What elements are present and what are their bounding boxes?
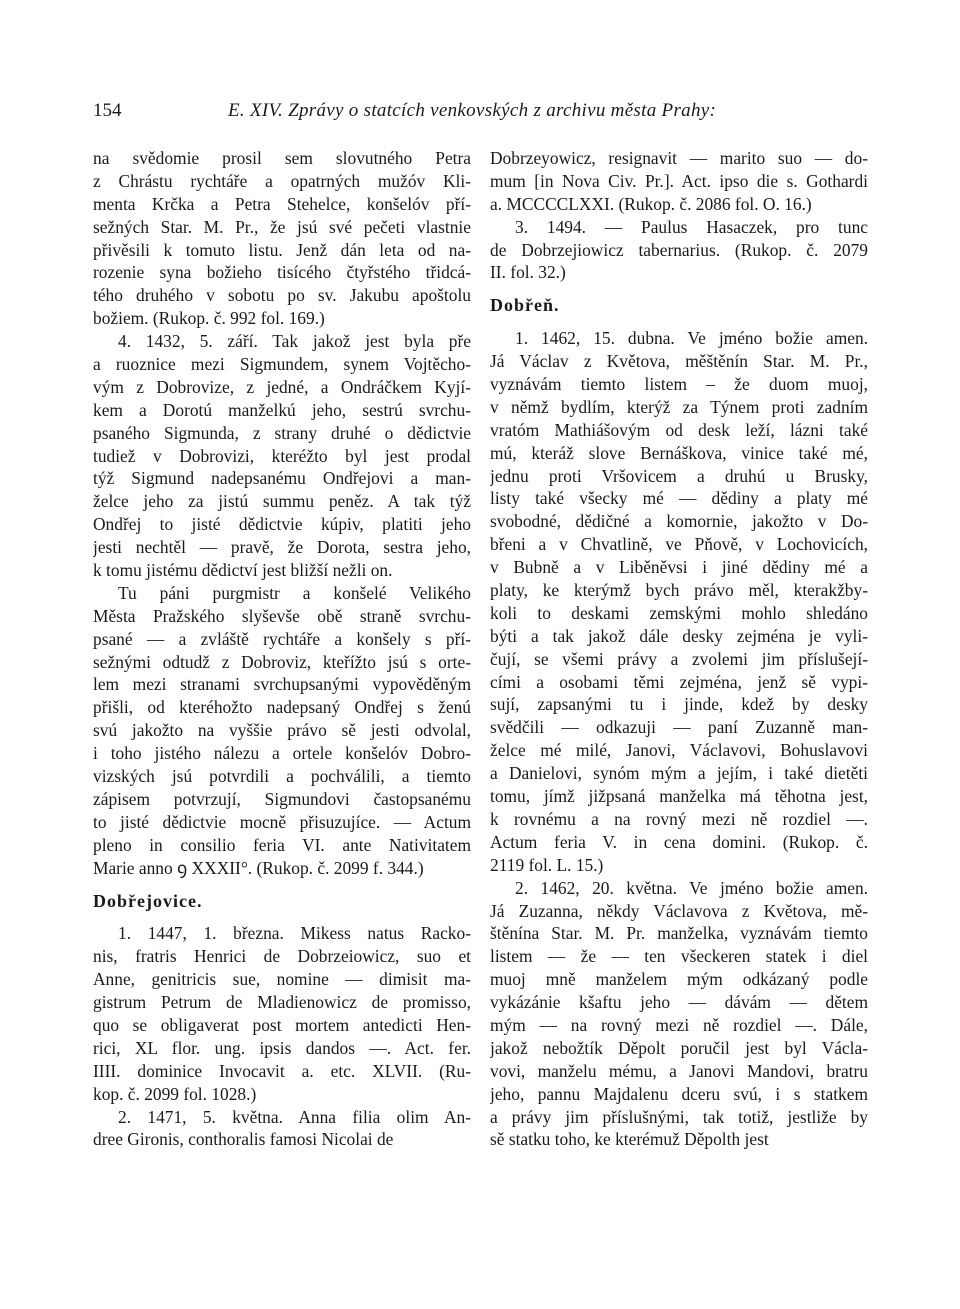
text-line: svú jakožto na vyššie právo sě jesti odvolal, — [93, 720, 471, 741]
text-line: mým — na rovný mezi ně rozdiel —. Dále, — [490, 1014, 868, 1035]
text-line: v Bubně a v Liběněvsi i jiné dědiny mé a — [490, 557, 868, 578]
text-line: koli to deskami zemskými mohlo shledáno — [490, 602, 868, 623]
text-line: zápisem potvrzují, Sigmundovi častopsanému — [93, 788, 471, 809]
text-line: k rovnému a na rovný mezi ně rozdiel —. — [490, 808, 868, 829]
text-line: pleno in consilio feria VI. ante Nativitatem — [93, 834, 471, 855]
text-line: lem mezi stranami svrchupsanými vypověděným — [93, 674, 471, 695]
text-line: jakož nebožtík Děpolt poručil jest byl Václa- — [490, 1037, 868, 1058]
text-line: nis, fratris Henrici de Dobrzeiowicz, suo et — [93, 946, 471, 967]
text-line: svědčili — odkazuji — paní Zuzanně man- — [490, 717, 868, 738]
text-line: quo se obligaverat post mortem antedicti Hen- — [93, 1014, 471, 1035]
text-line: přišli, od kteréhožto nadepsaný Ondřej s ženú — [93, 697, 471, 718]
text-line: Města Pražského slyševše obě straně svrchu- — [93, 605, 471, 626]
page-header — [93, 100, 868, 130]
text-line: Dobrzeyowicz, resignavit — marito suo — do- — [490, 148, 868, 168]
text-line: jeho, pannu Majdalenu dceru svú, i s statkem — [490, 1083, 868, 1104]
text-line: přivěsili k tomuto listu. Jenž dán leta od na- — [93, 239, 471, 260]
text-line: vým z Dobrovize, z jedné, a Ondráčkem Kyjí- — [93, 376, 471, 397]
text-line: a Danielovi, synóm mým a jejím, i také dietěti — [490, 763, 868, 784]
paragraph — [490, 147, 868, 216]
paragraph — [490, 877, 868, 1152]
text-line: býti a tak jakož dále desky zejména je vyli- — [490, 625, 868, 646]
text-line: 3. 1494. — Paulus Hasaczek, pro tunc — [515, 216, 868, 237]
text-line: božiem. (Rukop. č. 992 fol. 169.) — [93, 308, 325, 329]
page-number: 154 — [93, 100, 122, 121]
section-heading: Dobřejovice. — [93, 890, 203, 911]
text-line: Já Zuzanna, někdy Václavova z Květova, mě- — [490, 900, 868, 921]
text-line: psané — a zvláště rychtáře a konšely s pří- — [93, 628, 471, 649]
text-line: želce jeho za jistú summu peněz. A tak týž — [93, 491, 471, 512]
text-line: platy, ke kterýmž bych právo měl, kterakžby- — [490, 580, 868, 601]
paragraph — [490, 216, 868, 285]
text-line: sě statku toho, ke kterémuž Děpolth jest — [490, 1129, 769, 1150]
text-line: svobodné, dědičné a komornie, jakožto v Do- — [490, 511, 868, 532]
text-line: Ondřej to jisté dědictvie kúpiv, platiti jeho — [93, 514, 471, 535]
paragraph — [490, 327, 868, 876]
text-line: menta Krčka a Petra Stehelce, konšelóv pří- — [93, 193, 471, 214]
text-line: IIII. dominice Invocavit a. etc. XLVII. (Ru- — [93, 1060, 471, 1081]
text-line: vykázánie kšaftu jeho — dávám — dětem — [490, 992, 868, 1013]
text-line: v němž bydlím, kterýž za Týnem proti zadním — [490, 396, 868, 417]
left-column — [93, 147, 471, 1151]
text-line: to jisté dědictvie mocně přisuzujíce. — Actum — [93, 811, 471, 832]
text-line: 1. 1462, 15. dubna. Ve jméno božie amen. — [515, 328, 868, 349]
text-line: sují, zapsanými tu i jinde, kdež by desky — [490, 694, 868, 715]
text-line: vovi, manželu mému, a Janovi Mandovi, bratru — [490, 1060, 868, 1081]
text-line: sežných Star. M. Pr., že jsú své pečeti vlastnie — [93, 216, 471, 237]
text-line: z Chrástu rychtáře a opatrných mužóv Kli- — [93, 170, 471, 191]
text-line: Já Václav z Květova, měštěnín Star. M. Pr., — [490, 351, 868, 372]
text-line: vratóm Mathiášovým od desk leží, lázni také — [490, 419, 868, 440]
text-line: Actum feria V. in cena domini. (Rukop. č. — [490, 831, 868, 852]
text-line: jesti nechtěl — pravě, že Dorota, sestra jeho, — [93, 537, 471, 558]
text-line: břeni a v Chvatlině, ve Pňově, v Lochovicích, — [490, 534, 868, 555]
text-line: jednu proti Vršovicem a druhú u Brusky, — [490, 465, 868, 486]
text-line: de Dobrzejiowicz tabernarius. (Rukop. č. 2079 — [490, 239, 868, 260]
text-line: tomu, jímž jižpsaná manželka má těhotna jest, — [490, 786, 868, 807]
text-line: dree Gironis, conthoralis famosi Nicolai de — [93, 1129, 394, 1150]
text-line: vyznávám tiemto listem – že duom muoj, — [490, 374, 868, 395]
text-line: gistrum Petrum de Mladienowicz de promisso, — [93, 992, 471, 1013]
text-line: k tomu jistému dědictví jest bližší nežli on. — [93, 560, 393, 581]
text-line: štěnína Star. M. Pr. manželka, vyznávám tiemto — [490, 923, 868, 944]
text-line: 2119 fol. L. 15.) — [490, 854, 604, 875]
paragraph — [93, 147, 471, 330]
text-line: i toho jistého nálezu a ortele konšelóv Dobro- — [93, 743, 471, 764]
text-line: II. fol. 32.) — [490, 262, 566, 283]
text-line: vizských jsú potvrdili a pochválili, a tiemto — [93, 766, 471, 787]
text-line: tudiež v Dobrovizi, kteréžto byl jest prodal — [93, 445, 471, 466]
text-line: mum [in Nova Civ. Pr.]. Act. ipso die s. Gothardi — [490, 170, 868, 191]
text-line: rici, XL flor. ung. ipsis dandos —. Act. fer. — [93, 1037, 471, 1058]
text-line: sežnými odtudž z Dobroviz, kteřížto jsú s orte- — [93, 651, 471, 672]
paragraph — [93, 1106, 471, 1152]
paragraph — [93, 922, 471, 1105]
text-line: na svědomie prosil sem slovutného Petra — [93, 148, 471, 168]
text-line: kem a Dorotú manželkú jeho, sestrú svrchu- — [93, 399, 471, 420]
section-heading: Dobřeň. — [490, 295, 560, 316]
text-line: týž Sigmund nadepsanému Ondřejovi a man- — [93, 468, 471, 489]
text-line: listy také všecky mé — dědiny a platy mé — [490, 488, 868, 509]
text-line: listem — že — ten všeckeren statek i diel — [490, 946, 868, 967]
text-line: čují, se všemi právy a zvolemi jim příslušejí- — [490, 648, 868, 669]
text-line: a. MCCCCLXXI. (Rukop. č. 2086 fol. O. 16.) — [490, 193, 812, 214]
paragraph — [93, 330, 471, 582]
text-line: 4. 1432, 5. září. Tak jakož jest byla pře — [118, 331, 471, 352]
text-line: muoj mně manželem mým odkázaný podle — [490, 969, 868, 990]
right-column — [490, 147, 868, 1151]
text-line: 2. 1471, 5. května. Anna filia olim An- — [118, 1106, 471, 1127]
text-line: Tu páni purgmistr a konšelé Velikého — [118, 582, 471, 603]
text-line: mú, kteráž slove Bernáškova, vinice také mé, — [490, 442, 868, 463]
text-line: 2. 1462, 20. května. Ve jméno božie amen. — [515, 877, 868, 898]
text-line: cími a osobami těmi zejména, jenž sě vypi- — [490, 671, 868, 692]
text-line: tého druhého v sobotu po sv. Jakubu apoštolu — [93, 285, 471, 306]
text-line: 1. 1447, 1. března. Mikess natus Racko- — [118, 923, 471, 944]
text-line: kop. č. 2099 fol. 1028.) — [93, 1083, 257, 1104]
text-line: želce mé milé, Janovi, Václavovi, Bohuslavovi — [490, 740, 868, 761]
running-title: E. XIV. Zprávy o statcích venkovských z archivu města Prahy: — [228, 100, 717, 121]
text-line: rozenie syna božieho tisícého čtyřstého třidcá- — [93, 262, 471, 283]
text-line: a ruoznice mezi Sigmundem, synem Vojtěcho- — [93, 354, 471, 375]
text-line: a právy jim příslušnými, tak totiž, jestliže by — [490, 1106, 868, 1127]
text-line: Marie anno ꝯ XXXII°. (Rukop. č. 2099 f. 344.) — [93, 857, 424, 878]
text-line: Anne, genitricis sue, nomine — dimisit ma- — [93, 969, 471, 990]
text-line: psaného Sigmunda, z strany druhé o dědictvie — [93, 422, 471, 443]
paragraph — [93, 582, 471, 880]
